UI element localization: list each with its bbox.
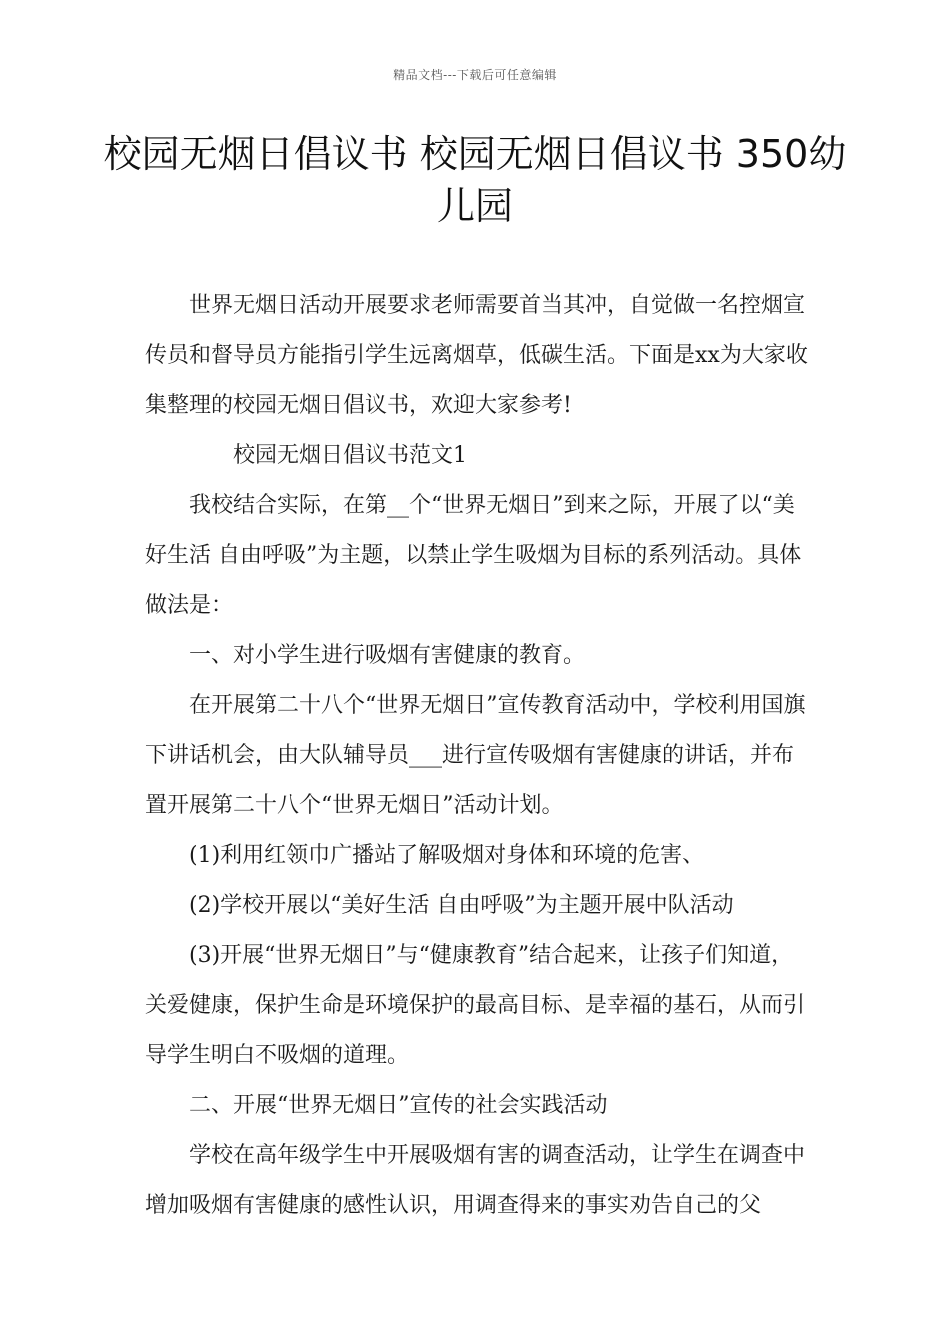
list-item: (2)学校开展以“美好生活 自由呼吸”为主题开展中队活动 [189,893,734,918]
document-title: 校园无烟日倡议书 校园无烟日倡议书 350幼儿园 [103,132,847,228]
list-heading: 一、对小学生进行吸烟有害健康的教育。 [189,643,586,668]
body-paragraph: 我校结合实际，在第__个“世界无烟日”到来之际，开展了以“美好生活 自由呼吸”为主题，以禁止学生吸烟为目标的系列活动。具体做法是： [145,493,802,618]
section-heading: 校园无烟日倡议书范文1 [233,443,467,468]
body-paragraph: 学校在高年级学生中开展吸烟有害的调查活动，让学生在调查中增加吸烟有害健康的感性认识，用调查得来的事实劝告自己的父 [145,1143,806,1218]
intro-paragraph: 世界无烟日活动开展要求老师需要首当其冲，自觉做一名控烟宣传员和督导员方能指引学生远离烟草，低碳生活。下面是xx为大家收集整理的校园无烟日倡议书，欢迎大家参考! [145,293,808,418]
document-body [145,281,815,1231]
list-heading: 二、开展“世界无烟日”宣传的社会实践活动 [189,1093,608,1118]
list-item: (3)开展“世界无烟日”与“健康教育”结合起来，让孩子们知道，关爱健康，保护生命是环境保护的最高目标、是幸福的基石，从而引导学生明白不吸烟的道理。 [145,943,806,1068]
list-item: (1)利用红领巾广播站了解吸烟对身体和环境的危害、 [189,843,705,868]
body-paragraph: 在开展第二十八个“世界无烟日”宣传教育活动中，学校利用国旗下讲话机会，由大队辅导员___进行宣传吸烟有害健康的讲话，并布置开展第二十八个“世界无烟日”活动计划。 [145,693,806,818]
header-note: 精品文档---下载后可任意编辑 [393,68,557,82]
